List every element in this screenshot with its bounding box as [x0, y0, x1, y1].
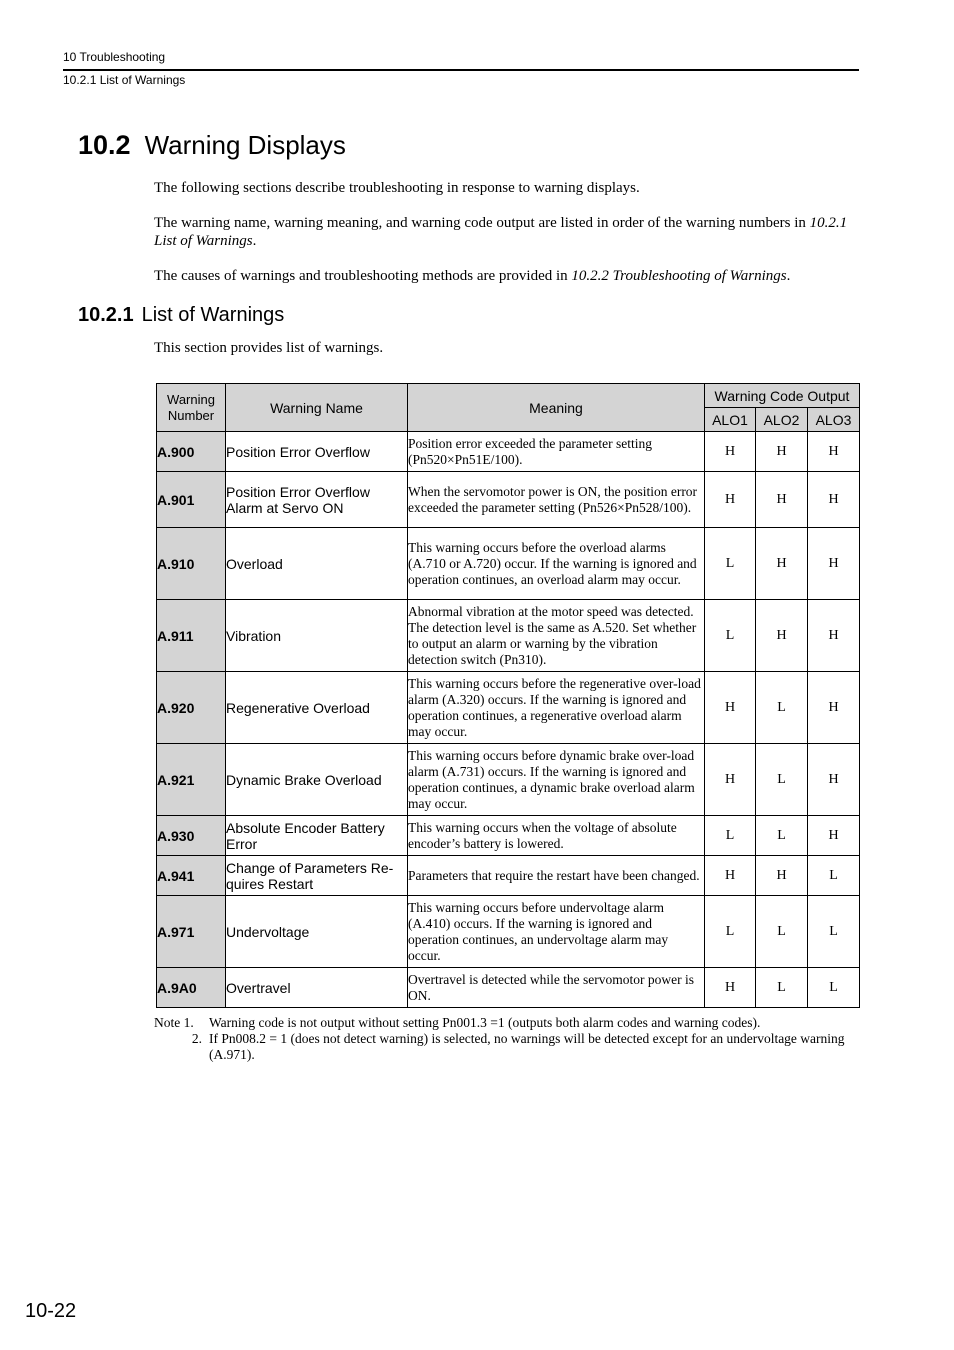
running-header-section: 10.2.1 List of Warnings: [63, 73, 186, 87]
table-row: [157, 896, 860, 968]
warning-code: A.911: [157, 600, 226, 672]
warning-code: A.941: [157, 856, 226, 896]
table-notes: [154, 1015, 859, 1063]
page-number: 10-22: [25, 1300, 77, 1322]
alo3-value: L: [808, 968, 860, 1008]
para2-end: .: [252, 233, 257, 249]
warning-meaning: This warning occurs before dynamic brake over-load alarm (A.731) occurs. If the warning is ignored and operation continues, a dynamic brake overload alarm may occur.: [408, 744, 705, 816]
warning-meaning: Overtravel is detected while the servomotor power is ON.: [408, 968, 705, 1008]
alo2-value: L: [756, 816, 808, 856]
alo1-value: H: [705, 472, 756, 528]
note-label: Note 1.: [154, 1015, 194, 1030]
alo3-value: H: [808, 816, 860, 856]
alo3-value: H: [808, 672, 860, 744]
alo1-value: L: [705, 528, 756, 600]
section-heading: [78, 130, 346, 161]
alo1-value: H: [705, 432, 756, 472]
table-row: [157, 816, 860, 856]
warning-name: Change of Parameters Re-quires Restart: [226, 856, 408, 896]
running-header-chapter: 10 Troubleshooting: [63, 50, 166, 64]
col-header-alo2: ALO2: [756, 408, 808, 432]
alo2-value: L: [756, 968, 808, 1008]
warning-name: Position Error Overflow Alarm at Servo ON: [226, 472, 408, 528]
table-row: [157, 528, 860, 600]
note-item: [154, 1015, 859, 1031]
warning-code: A.901: [157, 472, 226, 528]
col-header-name: Warning Name: [226, 384, 408, 432]
alo2-value: L: [756, 672, 808, 744]
alo2-value: H: [756, 472, 808, 528]
col-header-alo1: ALO1: [705, 408, 756, 432]
section-intro: The following sections describe troubleshooting in response to warning displays.: [154, 180, 640, 196]
note-item: [154, 1031, 859, 1063]
table-row: [157, 856, 860, 896]
subsection-number: 10.2.1: [78, 304, 134, 326]
para3-reference: 10.2.2 Troubleshooting of Warnings: [571, 268, 787, 284]
table-row: [157, 968, 860, 1008]
warning-meaning: This warning occurs before undervoltage alarm (A.410) occurs. If the warning is ignored and operation continues, an undervoltage alarm may occur.: [408, 896, 705, 968]
warning-meaning: Parameters that require the restart have been changed.: [408, 856, 705, 896]
alo1-value: L: [705, 816, 756, 856]
warning-code: A.971: [157, 896, 226, 968]
alo3-value: H: [808, 432, 860, 472]
warning-name: Undervoltage: [226, 896, 408, 968]
warning-meaning: Abnormal vibration at the motor speed was detected. The detection level is the same as A.520. Set whether to output an alarm or warning by the vibration detection switch (Pn310).: [408, 600, 705, 672]
section-number: 10.2: [78, 130, 131, 160]
warning-code: A.9A0: [157, 968, 226, 1008]
alo2-value: L: [756, 744, 808, 816]
warning-code: A.910: [157, 528, 226, 600]
alo1-value: L: [705, 600, 756, 672]
alo2-value: H: [756, 856, 808, 896]
section-para-2: [154, 214, 859, 250]
alo1-value: H: [705, 856, 756, 896]
warning-meaning: When the servomotor power is ON, the position error exceeded the parameter setting (Pn526×Pn528/100).: [408, 472, 705, 528]
alo1-value: H: [705, 968, 756, 1008]
col-header-meaning: Meaning: [408, 384, 705, 432]
subsection-heading: [78, 304, 284, 327]
alo2-value: L: [756, 896, 808, 968]
warning-name: Dynamic Brake Overload: [226, 744, 408, 816]
alo1-value: H: [705, 672, 756, 744]
para3-text: The causes of warnings and troubleshooting methods are provided in: [154, 268, 572, 284]
alo3-value: H: [808, 528, 860, 600]
warning-name: Overtravel: [226, 968, 408, 1008]
alo3-value: H: [808, 744, 860, 816]
alo1-value: H: [705, 744, 756, 816]
subsection-title: List of Warnings: [141, 304, 285, 326]
alo2-value: H: [756, 528, 808, 600]
para2-reference: 10.2.1 List of Warnings: [154, 215, 848, 249]
warning-name: Vibration: [226, 600, 408, 672]
para3-end: .: [786, 268, 791, 284]
table-row: [157, 432, 860, 472]
table-row: [157, 472, 860, 528]
table-row: [157, 744, 860, 816]
note-text: Warning code is not output without setting Pn001.3 =1 (outputs both alarm codes and warning codes).: [209, 1015, 761, 1030]
warning-name: Position Error Overflow: [226, 432, 408, 472]
col-header-number: Warning Number: [157, 384, 226, 432]
note-text: If Pn008.2 = 1 (does not detect warning) is selected, no warnings will be detected except for an undervoltage warning (A.971).: [209, 1031, 845, 1062]
warning-meaning: This warning occurs when the voltage of absolute encoder’s battery is lowered.: [408, 816, 705, 856]
warning-code: A.900: [157, 432, 226, 472]
alo3-value: H: [808, 600, 860, 672]
alo3-value: H: [808, 472, 860, 528]
alo2-value: H: [756, 432, 808, 472]
warning-code: A.930: [157, 816, 226, 856]
table-row: [157, 672, 860, 744]
col-header-output: Warning Code Output: [705, 384, 860, 408]
alo1-value: L: [705, 896, 756, 968]
table-row: [157, 600, 860, 672]
col-header-alo3: ALO3: [808, 408, 860, 432]
alo2-value: H: [756, 600, 808, 672]
alo3-value: L: [808, 856, 860, 896]
note-label: 2.: [191, 1031, 202, 1046]
para2-text: The warning name, warning meaning, and warning code output are listed in order of the warning numbers in: [154, 215, 810, 231]
section-title: Warning Displays: [144, 130, 346, 160]
warning-meaning: This warning occurs before the regenerative over-load alarm (A.320) occurs. If the warning is ignored and operation continues, a regenerative overload alarm may occur.: [408, 672, 705, 744]
alo3-value: L: [808, 896, 860, 968]
section-para-3: [154, 267, 859, 285]
warning-code: A.921: [157, 744, 226, 816]
warnings-table: [156, 383, 860, 1008]
warning-name: Absolute Encoder Battery Error: [226, 816, 408, 856]
warning-meaning: Position error exceeded the parameter setting (Pn520×Pn51E/100).: [408, 432, 705, 472]
header-rule: [63, 69, 859, 71]
warning-name: Overload: [226, 528, 408, 600]
warning-name: Regenerative Overload: [226, 672, 408, 744]
warning-meaning: This warning occurs before the overload alarms (A.710 or A.720) occur. If the warning is ignored and operation continues, an overload alarm may occur.: [408, 528, 705, 600]
warning-code: A.920: [157, 672, 226, 744]
subsection-intro: This section provides list of warnings.: [154, 340, 384, 356]
